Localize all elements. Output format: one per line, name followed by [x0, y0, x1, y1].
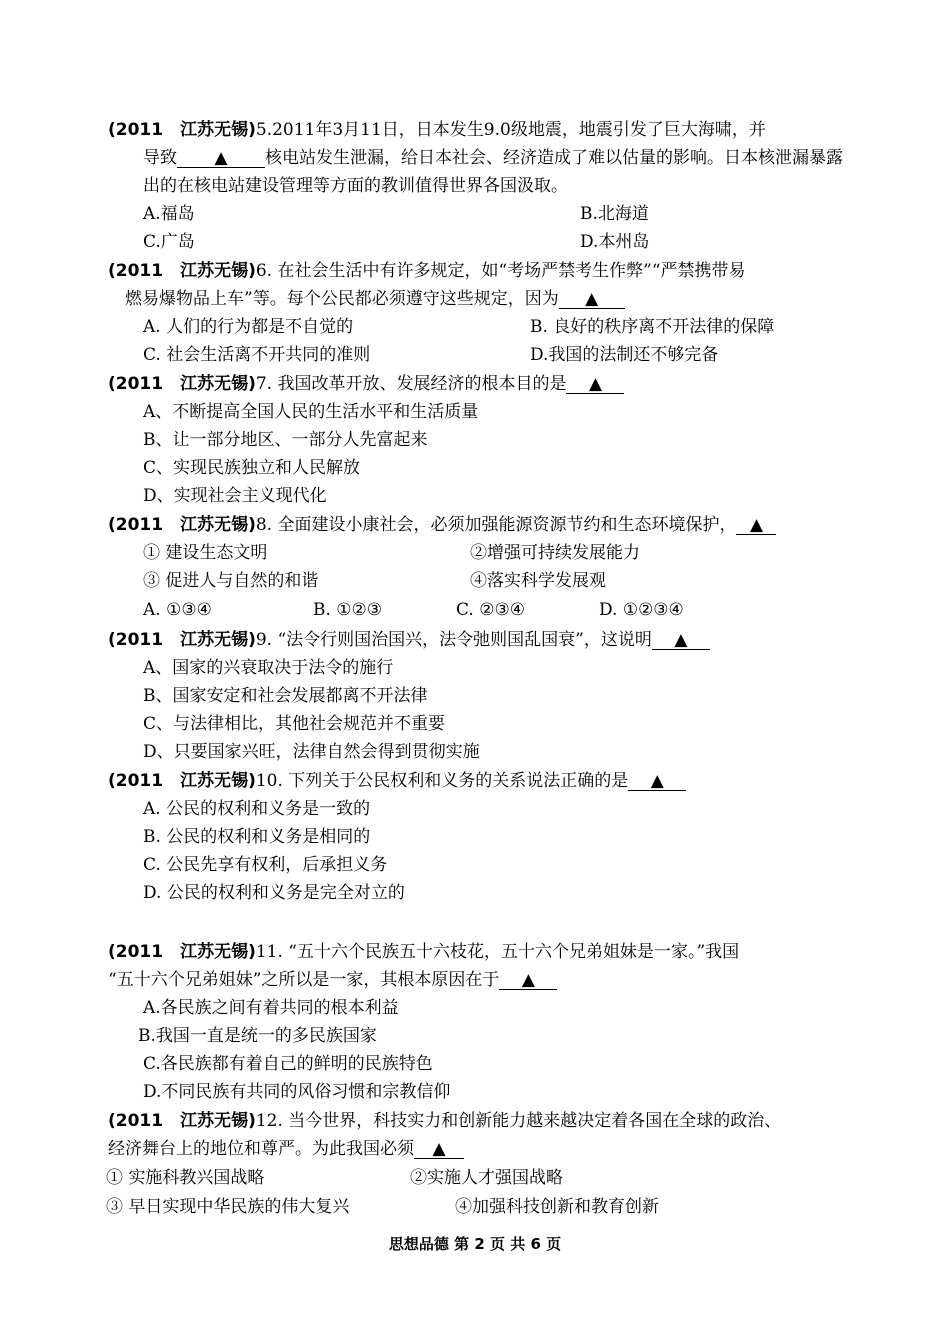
- answer-blank[interactable]: [414, 1140, 464, 1159]
- option-b[interactable]: B. 公民的权利和义务是相同的: [143, 827, 371, 847]
- question-6-line-2: [125, 288, 625, 310]
- question-10-line-1: [108, 770, 686, 792]
- question-12-line-1: [108, 1110, 781, 1132]
- question-source: (2011 江苏无锡): [108, 942, 256, 962]
- option-d[interactable]: D、只要国家兴旺，法律自然会得到贯彻实施: [143, 742, 480, 762]
- answer-blank[interactable]: [736, 516, 776, 535]
- triangle-icon: ▲: [650, 771, 664, 791]
- answer-blank[interactable]: [652, 631, 710, 650]
- option-d[interactable]: D.不同民族有共同的风俗习惯和宗教信仰: [143, 1082, 451, 1102]
- option-b[interactable]: B. 良好的秩序离不开法律的保障: [530, 317, 775, 337]
- question-9-line-1: [108, 629, 710, 651]
- triangle-icon: ▲: [214, 148, 228, 168]
- question-text: 5.2011年3月11日，日本发生9.0级地震，地震引发了巨大海啸，并: [255, 120, 766, 140]
- option-d[interactable]: D、实现社会主义现代化: [143, 486, 327, 506]
- question-text: 燃易爆物品上车”等。每个公民都必须遵守这些规定，因为: [125, 289, 559, 309]
- answer-blank[interactable]: [559, 290, 625, 309]
- question-text: 9. “法令行则国治国兴，法令弛则国乱国衰”，这说明: [255, 630, 652, 650]
- question-text: 12. 当今世界，科技实力和创新能力越来越决定着各国在全球的政治、: [255, 1111, 782, 1131]
- option-c[interactable]: C.广岛: [143, 232, 195, 252]
- option-b[interactable]: B、让一部分地区、一部分人先富起来: [143, 430, 428, 450]
- question-5-line-2: [143, 147, 843, 169]
- option-a[interactable]: A.福岛: [143, 204, 195, 224]
- question-text: 8. 全面建设小康社会，必须加强能源资源节约和生态环境保护，: [255, 515, 737, 535]
- option-a[interactable]: A、国家的兴衰取决于法令的施行: [143, 658, 394, 678]
- triangle-icon: ▲: [432, 1139, 446, 1159]
- answer-blank[interactable]: [177, 149, 265, 168]
- option-a[interactable]: A. ①③④: [143, 600, 212, 620]
- question-text: 6. 在社会生活中有许多规定，如“考场严禁考生作弊”“严禁携带易: [255, 261, 746, 281]
- question-text: 7. 我国改革开放、发展经济的根本目的是: [255, 374, 567, 394]
- question-source: (2011 江苏无锡): [108, 374, 256, 394]
- question-text: 导致: [143, 148, 177, 168]
- statement-3: ③ 促进人与自然的和谐: [143, 571, 319, 591]
- statement-4: ④加强科技创新和教育创新: [455, 1197, 659, 1217]
- option-d[interactable]: D. 公民的权利和义务是完全对立的: [143, 883, 405, 903]
- question-source: (2011 江苏无锡): [108, 515, 256, 535]
- triangle-icon: ▲: [674, 630, 688, 650]
- statement-2: ②实施人才强国战略: [410, 1168, 563, 1188]
- option-d[interactable]: D. ①②③④: [599, 600, 684, 620]
- question-text: 核电站发生泄漏，给日本社会、经济造成了难以估量的影响。日本核泄漏暴露: [265, 148, 843, 168]
- option-c[interactable]: C. ②③④: [456, 600, 525, 620]
- question-source: (2011 江苏无锡): [108, 630, 256, 650]
- question-source: (2011 江苏无锡): [108, 120, 256, 140]
- question-text: 经济舞台上的地位和尊严。为此我国必须: [108, 1139, 414, 1159]
- option-c[interactable]: C、实现民族独立和人民解放: [143, 458, 361, 478]
- option-b[interactable]: B、国家安定和社会发展都离不开法律: [143, 686, 428, 706]
- statement-1: ① 实施科教兴国战略: [106, 1168, 265, 1188]
- option-b[interactable]: B.我国一直是统一的多民族国家: [138, 1026, 377, 1046]
- question-5-line-3: 出的在核电站建设管理等方面的教训值得世界各国汲取。: [143, 176, 568, 196]
- question-11-line-1: [108, 941, 739, 963]
- answer-blank[interactable]: [499, 971, 557, 990]
- triangle-icon: ▲: [588, 374, 603, 394]
- option-b[interactable]: B. ①②③: [313, 600, 383, 620]
- option-d[interactable]: D.本州岛: [580, 232, 650, 252]
- option-a[interactable]: A. 人们的行为都是不自觉的: [143, 317, 354, 337]
- question-source: (2011 江苏无锡): [108, 1111, 256, 1131]
- page-footer: 思想品德 第 2 页 共 6 页: [388, 1235, 562, 1253]
- question-6-line-1: [108, 260, 746, 282]
- option-b[interactable]: B.北海道: [580, 204, 649, 224]
- option-a[interactable]: A、不断提高全国人民的生活水平和生活质量: [143, 402, 479, 422]
- question-11-line-2: [108, 969, 557, 991]
- statement-4: ④落实科学发展观: [470, 571, 606, 591]
- option-c[interactable]: C. 社会生活离不开共同的准则: [143, 345, 371, 365]
- triangle-icon: ▲: [749, 515, 764, 535]
- option-c[interactable]: C.各民族都有着自己的鲜明的民族特色: [143, 1054, 433, 1074]
- statement-1: ① 建设生态文明: [143, 543, 268, 563]
- answer-blank[interactable]: [566, 375, 624, 394]
- question-text: 10. 下列关于公民权利和义务的关系说法正确的是: [255, 771, 629, 791]
- question-source: (2011 江苏无锡): [108, 771, 256, 791]
- question-12-line-2: [108, 1138, 464, 1160]
- question-source: (2011 江苏无锡): [108, 261, 256, 281]
- answer-blank[interactable]: [628, 772, 686, 791]
- question-7-line-1: [108, 373, 624, 395]
- statement-2: ②增强可持续发展能力: [470, 543, 640, 563]
- triangle-icon: ▲: [585, 289, 599, 309]
- option-c[interactable]: C、与法律相比，其他社会规范并不重要: [143, 714, 446, 734]
- question-text: 11. “五十六个民族五十六枝花，五十六个兄弟姐妹是一家。”我国: [255, 942, 740, 962]
- option-a[interactable]: A.各民族之间有着共同的根本利益: [143, 998, 399, 1018]
- option-d[interactable]: D.我国的法制还不够完备: [530, 345, 719, 365]
- question-8-line-1: [108, 514, 776, 536]
- question-5-line-1: [108, 119, 766, 141]
- triangle-icon: ▲: [521, 970, 535, 990]
- option-c[interactable]: C. 公民先享有权利，后承担义务: [143, 855, 388, 875]
- question-text: “五十六个兄弟姐妹”之所以是一家，其根本原因在于: [108, 970, 500, 990]
- statement-3: ③ 早日实现中华民族的伟大复兴: [106, 1197, 350, 1217]
- option-a[interactable]: A. 公民的权利和义务是一致的: [143, 799, 371, 819]
